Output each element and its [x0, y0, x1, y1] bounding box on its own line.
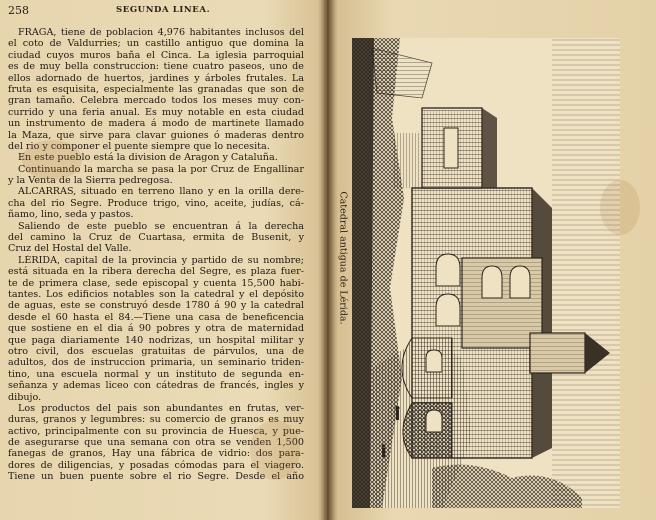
- text-line: señanza y ademas liceo con cátedras de francés, ingles y: [8, 380, 304, 392]
- text-line: de asegurarse que una semana con otra se venden 1,500: [8, 437, 304, 449]
- text-line: está situada en la ribera derecha del Segre, es plaza fuer-: [8, 266, 304, 278]
- text-line: del rio y componer el puente siempre que lo necesita.: [8, 140, 270, 152]
- text-line: ciudad cuyos muros baña el Cinca. La iglesia parroquial: [8, 49, 304, 61]
- text-line: dibujo.: [8, 391, 42, 403]
- text-line: fanegas de granos, Hay una fábrica de vidrio: dos para-: [8, 448, 304, 460]
- text-line: FRAGA, tiene de poblacion 4,976 habitantes inclusos del: [18, 27, 304, 38]
- text-line: gran tamaño. Celebra mercado todos los meses muy con-: [8, 95, 304, 107]
- text-line: que paga diariamente 140 nodrizas, un hospital militar y: [8, 334, 304, 346]
- text-line: tantes. Los edificios notables son la catedral y el depósito: [8, 288, 304, 300]
- paper-stain: [600, 180, 640, 235]
- text-line: un instrumento de madera á modo de martinete llamado: [8, 118, 304, 130]
- cathedral-engraving-illustration: [352, 38, 620, 508]
- text-line: ñamo, lino, seda y pastos.: [8, 209, 134, 221]
- text-line: que sostiene en el dia á 90 pobres y otra de maternidad: [8, 323, 304, 335]
- text-line: del camino la Cruz de Cuartasa, ermita de Busenit, y: [8, 232, 304, 244]
- text-line: ALCARRAS, situado en terreno llano y en la orilla dere-: [18, 186, 304, 198]
- text-line: otro civil, dos escuelas gratuitas de párvulos, una de: [8, 345, 304, 357]
- text-line: la Maza, que sirve para clavar guiones ó maderas dentro: [8, 129, 304, 141]
- text-line: es de muy bella construccion: tiene cuatro paseos, uno de: [8, 61, 304, 73]
- text-line: dores de diligencias, y posadas cómodas para el viagero.: [8, 459, 304, 471]
- text-line: LÉRIDA, capital de la provincia y partido de su nombre;: [18, 254, 304, 266]
- text-line: Continuando la marcha se pasa la por Cruz de Engallinar: [18, 163, 304, 175]
- cathedral-engraving: [352, 38, 620, 508]
- text-line: te de primera clase, sede episcopal y cuenta 15,500 habi-: [8, 277, 304, 289]
- text-line: cha del rio Segre. Produce trigo, vino, aceite, judías, cá-: [8, 197, 304, 209]
- paper-stain: [22, 140, 82, 180]
- text-line: currido y una feria anual. Es muy notable en esta ciudad: [8, 106, 304, 118]
- page-header: [8, 4, 304, 20]
- text-line: desde el 60 hasta el 84.—Tiene una casa de beneficencia: [8, 311, 304, 323]
- body-text: [8, 27, 304, 483]
- text-line: tino, una escuela normal y un instituto de segunda en-: [8, 368, 304, 380]
- running-head: SEGUNDA LINEA.: [116, 5, 211, 15]
- text-line: de aguas, este se construyó desde 1780 á 90 y la catedral: [8, 300, 304, 312]
- text-line: y la Venta de la Sierra pedregosa.: [8, 175, 173, 187]
- text-line: activo, principalmente con su provincia de Huesca, y pue-: [8, 425, 304, 437]
- plate-caption-text: Catedral antigua de Lérida.: [337, 191, 349, 325]
- text-line: Tiene un buen puente sobre el rio Segre. Desde el año: [8, 471, 304, 483]
- paper-stain: [250, 420, 300, 480]
- page-number: 258: [8, 4, 29, 17]
- text-line: Los productos del pais son abundantes en frutas, ver-: [18, 402, 304, 414]
- text-line: Cruz del Hostal del Valle.: [8, 243, 132, 255]
- text-line: adultos, dos de instruccion primaria, un seminario triden-: [8, 357, 304, 369]
- text-line: ellos adornado de huertos, jardines y árboles frutales. La: [8, 72, 304, 84]
- text-line: duras, granos y legumbres: su comercio de granos es muy: [8, 414, 304, 426]
- plate-caption: [336, 188, 350, 328]
- text-line: fruta es esquisita, especialmente las granadas que son de: [8, 83, 304, 95]
- text-line: En este pueblo está la division de Aragon y Cataluña.: [18, 152, 278, 164]
- text-line: el coto de Valdurries; un castillo antiguo que domina la: [8, 38, 304, 50]
- text-line: Saliendo de este pueblo se encuentran á la derecha: [18, 220, 304, 232]
